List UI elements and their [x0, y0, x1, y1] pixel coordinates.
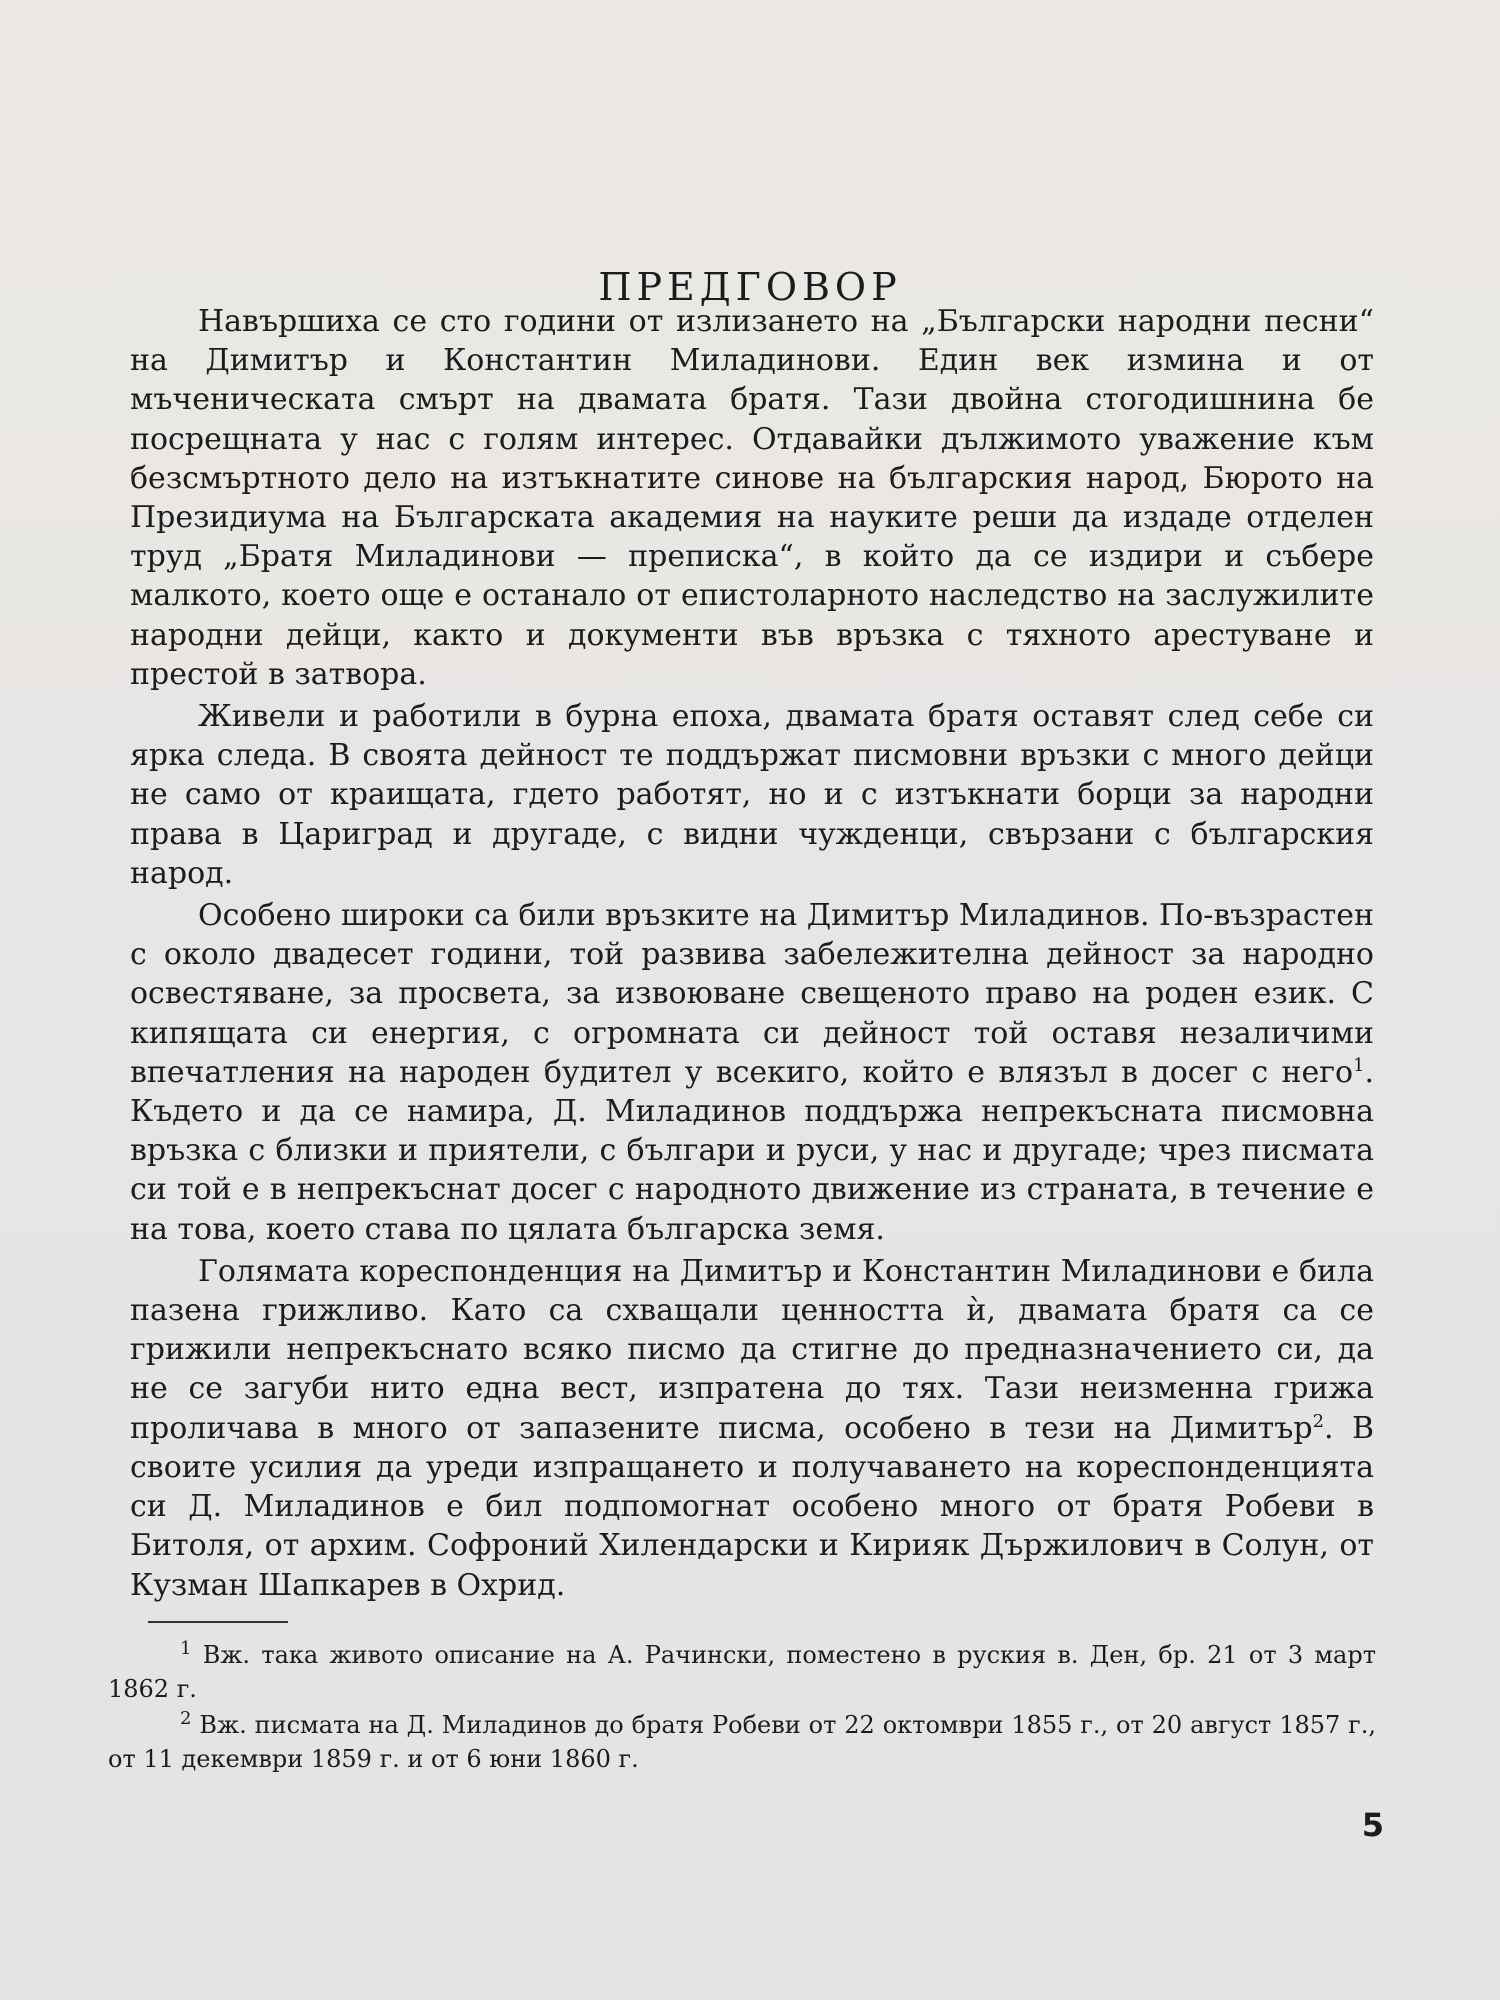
footnote-1: [108, 1638, 1376, 1706]
preface-body: [130, 302, 1374, 1605]
paragraph-2-text: Живели и работили в бурна епоха, двамата братя оставят след себе си ярка следа. В своята дейност те поддържат писмовни връзки с много дейци не само от краищата, гдето работят, но и с изтъкнати борци за народни права в Цариград и другаде, с видни чужденци, свързани с българския народ.: [130, 699, 1374, 891]
footnote-2-text: Вж. писмата на Д. Миладинов до братя Робеви от 22 октомври 1855 г., от 20 август 1857 г., от 11 декември 1859 г. и от 6 юни 1860 г.: [108, 1711, 1377, 1773]
paragraph-2: [130, 697, 1374, 893]
paragraph-4-text-b: . В своите усилия да уреди изпращането и получаването на кореспонденцията си Д. Миладинов е бил подпомогнат особено много от братя Робеви в Битоля, от архим. Софроний Хилендарски и Кирияк Държилович в Солун, от Кузман Шапкарев в Охрид.: [130, 1410, 1374, 1603]
paragraph-1: [130, 302, 1374, 694]
footnote-1-text: Вж. така живото описание на А. Рачински, поместено в руския в. Ден, бр. 21 от 3 март 1862 г.: [108, 1641, 1376, 1703]
footnote-2: [108, 1708, 1376, 1776]
footnote-ref-2: 2: [1312, 1410, 1325, 1432]
paragraph-1-text: Навършиха се сто години от излизането на „Български народни песни“ на Димитър и Константин Миладинови. Един век измина и от мъченическата смърт на двамата братя. Тази двойна стогодишнина бе посрещната у нас с голям интерес. Отдавайки дължимото уважение към безсмъртното дело на изтъкнатите синове на българския народ, Бюрото на Президиума на Българската академия на науките реши да издаде отделен труд „Братя Миладинови — преписка“, в който да се издири и събере малкото, което още е останало от епистоларното наследство на заслужилите народни дейци, както и документи във връзка с тяхното арестуване и престой в затвора.: [130, 304, 1374, 692]
paragraph-3: [130, 896, 1374, 1249]
footnote-2-mark: 2: [180, 1708, 192, 1729]
page-number: 5: [1361, 1806, 1384, 1844]
footnote-ref-1: 1: [1353, 1054, 1365, 1076]
page-title: ПРЕДГОВОР: [598, 265, 902, 310]
paragraph-4-text-a: Голямата кореспонденция на Димитър и Константин Миладинови е била пазена грижливо. Като са схващали ценността ѝ, двамата братя са се грижили непрекъснато всяко писмо да стигне до предназначението си, да не се загуби нито една вест, изпратена до тях. Тази неизменна грижа проличава в много от запазените писма, особено в тези на Димитър: [130, 1253, 1374, 1446]
footnote-separator: [148, 1621, 288, 1623]
paragraph-3-text-a: Особено широки са били връзките на Димитър Миладинов. По-възрастен с около двадесет години, той развива забележителна дейност за народно освестяване, за просвета, за извоюване свещеното право на роден език. С кипящата си енергия, с огромната си дейност той оставя незаличими впечатления на народен будител у всекиго, който е влязъл в досег с него: [130, 898, 1374, 1090]
paragraph-3-text-b: . Където и да се намира, Д. Миладинов поддържа непрекъсната писмовна връзка с близки и приятели, с българи и руси, у нас и другаде; чрез писмата си той е в непрекъснат досег с народното движение из страната, в течение е на това, което става по цялата българска земя.: [130, 1054, 1374, 1247]
footnote-1-mark: 1: [180, 1638, 192, 1659]
paragraph-4: [130, 1252, 1374, 1605]
footnotes: [108, 1638, 1376, 1776]
